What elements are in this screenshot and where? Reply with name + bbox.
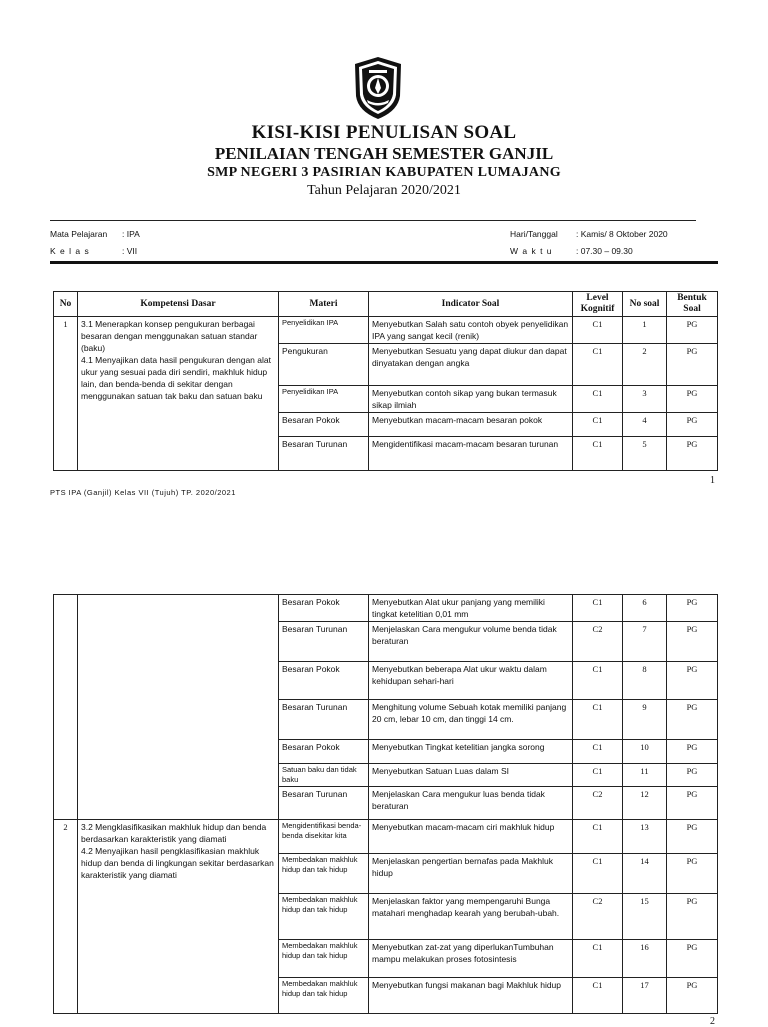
no-soal-cell: 3 — [623, 386, 667, 413]
materi-cell: Membedakan makhluk hidup dan tak hidup — [279, 940, 369, 978]
no-soal-cell: 8 — [623, 662, 667, 700]
no-soal-cell: 15 — [623, 894, 667, 940]
no-soal-cell: 5 — [623, 437, 667, 471]
level-cell: C1 — [573, 317, 623, 344]
indikator-cell: Menjelaskan faktor yang mempengaruhi Bunga matahari menghadap kearah yang berubah-ubah. — [369, 894, 573, 940]
no-soal-cell: 2 — [623, 344, 667, 386]
no-soal-cell: 14 — [623, 854, 667, 894]
kisi-kisi-table-page1 — [53, 291, 718, 471]
indikator-cell: Menyebutkan contoh sikap yang bukan termasuk sikap ilmiah — [369, 386, 573, 413]
footer-text: PTS IPA (Ganjil) Kelas VII (Tujuh) TP. 2020/2021 — [50, 488, 236, 497]
indikator-cell: Menyebutkan zat-zat yang diperlukanTumbuhan mampu melakukan proses fotosintesis — [369, 940, 573, 978]
time-value: : 07.30 – 09.30 — [576, 246, 633, 256]
bentuk-cell: PG — [667, 413, 718, 437]
bentuk-cell: PG — [667, 437, 718, 471]
materi-cell: Besaran Pokok — [279, 662, 369, 700]
indikator-cell: Menyebutkan Salah satu contoh obyek penyelidikan IPA yang sangat kecil (renik) — [369, 317, 573, 344]
materi-cell: Besaran Turunan — [279, 700, 369, 740]
page-number: 2 — [710, 1016, 715, 1027]
materi-cell: Besaran Turunan — [279, 437, 369, 471]
subject-label: Mata Pelajaran — [50, 229, 108, 239]
level-cell: C2 — [573, 894, 623, 940]
row-number: 2 — [54, 820, 78, 1014]
materi-cell: Besaran Turunan — [279, 787, 369, 820]
kompetensi-dasar-cell: 3.2 Mengklasifikasikan makhluk hidup dan benda berdasarkan karakteristik yang diamati 4.2 Menyajikan hasil pengklasifikasian makhluk hidup dan benda di lingkungan sekitar berdasarkan karakteristik yang diamati — [78, 820, 279, 1014]
bentuk-cell: PG — [667, 700, 718, 740]
no-soal-cell: 12 — [623, 787, 667, 820]
level-cell: C1 — [573, 978, 623, 1014]
academic-year: Tahun Pelajaran 2020/2021 — [307, 183, 461, 198]
indikator-cell: Menyebutkan Sesuatu yang dapat diukur dan dapat dinyatakan dengan angka — [369, 344, 573, 386]
bentuk-cell: PG — [667, 595, 718, 622]
date-label: Hari/Tanggal — [510, 229, 558, 239]
bentuk-cell: PG — [667, 344, 718, 386]
no-soal-cell: 9 — [623, 700, 667, 740]
no-soal-cell: 10 — [623, 740, 667, 764]
header-materi: Materi — [279, 292, 369, 317]
no-soal-cell: 13 — [623, 820, 667, 854]
row-number: 1 — [54, 317, 78, 471]
level-cell: C1 — [573, 595, 623, 622]
bentuk-cell: PG — [667, 854, 718, 894]
materi-cell: Besaran Pokok — [279, 413, 369, 437]
materi-cell: Membedakan makhluk hidup dan tak hidup — [279, 978, 369, 1014]
header-no: No — [54, 292, 78, 317]
page-number: 1 — [710, 475, 715, 486]
bentuk-cell: PG — [667, 317, 718, 344]
materi-cell: Penyelidikan IPA — [279, 386, 369, 413]
materi-cell: Membedakan makhluk hidup dan tak hidup — [279, 894, 369, 940]
level-cell: C1 — [573, 700, 623, 740]
no-soal-cell: 17 — [623, 978, 667, 1014]
no-soal-cell: 16 — [623, 940, 667, 978]
bentuk-cell: PG — [667, 622, 718, 662]
regency-emblem-icon — [353, 56, 403, 120]
bentuk-cell: PG — [667, 764, 718, 787]
header-indikator: Indicator Soal — [369, 292, 573, 317]
class-label: K e l a s — [50, 246, 90, 256]
divider-thick — [50, 261, 718, 264]
bentuk-cell: PG — [667, 940, 718, 978]
no-soal-cell: 6 — [623, 595, 667, 622]
table-row — [54, 317, 718, 344]
indikator-cell: Menyebutkan fungsi makanan bagi Makhluk hidup — [369, 978, 573, 1014]
no-soal-cell: 1 — [623, 317, 667, 344]
bentuk-cell: PG — [667, 386, 718, 413]
bentuk-cell: PG — [667, 662, 718, 700]
materi-cell: Membedakan makhluk hidup dan tak hidup — [279, 854, 369, 894]
level-cell: C1 — [573, 662, 623, 700]
indikator-cell: Menyebutkan Satuan Luas dalam SI — [369, 764, 573, 787]
materi-cell: Besaran Pokok — [279, 595, 369, 622]
table-row — [54, 820, 718, 854]
level-cell: C1 — [573, 437, 623, 471]
level-cell: C1 — [573, 820, 623, 854]
materi-cell: Besaran Turunan — [279, 622, 369, 662]
bentuk-cell: PG — [667, 894, 718, 940]
indikator-cell: Menjelaskan Cara mengukur luas benda tidak beraturan — [369, 787, 573, 820]
indikator-cell: Menyebutkan beberapa Alat ukur waktu dalam kehidupan sehari-hari — [369, 662, 573, 700]
header-kompetensi-dasar: Kompetensi Dasar — [78, 292, 279, 317]
materi-cell: Pengukuran — [279, 344, 369, 386]
table-header-row — [54, 292, 718, 317]
bentuk-cell: PG — [667, 978, 718, 1014]
date-value: : Kamis/ 8 Oktober 2020 — [576, 229, 668, 239]
indikator-cell: Menjelaskan Cara mengukur volume benda tidak beraturan — [369, 622, 573, 662]
level-cell: C1 — [573, 764, 623, 787]
level-cell: C1 — [573, 940, 623, 978]
materi-cell: Penyelidikan IPA — [279, 317, 369, 344]
no-soal-cell: 4 — [623, 413, 667, 437]
header-level-kognitif: Level Kognitif — [573, 292, 623, 317]
class-value: : VII — [122, 246, 138, 256]
level-cell: C1 — [573, 413, 623, 437]
subject-value: : IPA — [122, 229, 140, 239]
row-number-empty — [54, 595, 78, 820]
kisi-kisi-table-page2 — [53, 594, 718, 1014]
header-bentuk-soal: Bentuk Soal — [667, 292, 718, 317]
document-title: KISI-KISI PENULISAN SOAL — [251, 122, 517, 143]
divider-line — [50, 220, 696, 221]
time-label: W a k t u — [510, 246, 553, 256]
indikator-cell: Menyebutkan macam-macam ciri makhluk hidup — [369, 820, 573, 854]
level-cell: C1 — [573, 344, 623, 386]
bentuk-cell: PG — [667, 740, 718, 764]
indikator-cell: Menghitung volume Sebuah kotak memiliki panjang 20 cm, lebar 10 cm, dan tinggi 14 cm. — [369, 700, 573, 740]
table-row — [54, 595, 718, 622]
no-soal-cell: 11 — [623, 764, 667, 787]
level-cell: C1 — [573, 740, 623, 764]
school-name: SMP NEGERI 3 PASIRIAN KABUPATEN LUMAJANG — [207, 165, 561, 180]
materi-cell: Besaran Pokok — [279, 740, 369, 764]
document-subtitle: PENILAIAN TENGAH SEMESTER GANJIL — [214, 144, 554, 163]
header-no-soal: No soal — [623, 292, 667, 317]
level-cell: C2 — [573, 787, 623, 820]
level-cell: C1 — [573, 854, 623, 894]
kompetensi-dasar-cell: 3.1 Menerapkan konsep pengukuran berbagai besaran dengan menggunakan satuan standar (baku) 4.1 Menyajikan data hasil pengukuran dengan alat ukur yang sesuai pada diri sendiri, makhluk hidup lain, dan benda-benda di sekitar dengan menggunakan satuan tak baku dan satuan baku — [78, 317, 279, 471]
indikator-cell: Menyebutkan Alat ukur panjang yang memiliki tingkat ketelitian 0,01 mm — [369, 595, 573, 622]
materi-cell: Satuan baku dan tidak baku — [279, 764, 369, 787]
materi-cell: Mengidentifikasi benda-benda disekitar kita — [279, 820, 369, 854]
indikator-cell: Menyebutkan Tingkat ketelitian jangka sorong — [369, 740, 573, 764]
indikator-cell: Menjelaskan pengertian bernafas pada Makhluk hidup — [369, 854, 573, 894]
level-cell: C2 — [573, 622, 623, 662]
bentuk-cell: PG — [667, 820, 718, 854]
bentuk-cell: PG — [667, 787, 718, 820]
no-soal-cell: 7 — [623, 622, 667, 662]
kompetensi-dasar-empty — [78, 595, 279, 820]
indikator-cell: Mengidentifikasi macam-macam besaran turunan — [369, 437, 573, 471]
indikator-cell: Menyebutkan macam-macam besaran pokok — [369, 413, 573, 437]
level-cell: C1 — [573, 386, 623, 413]
